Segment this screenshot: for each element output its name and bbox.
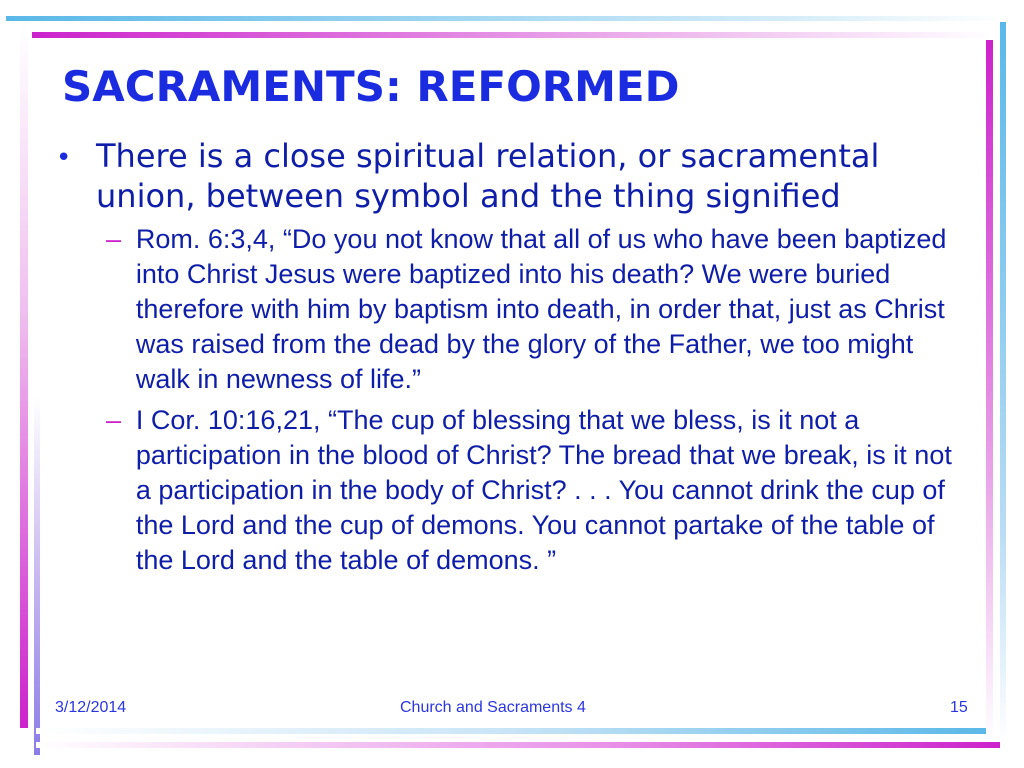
sub-bullet xyxy=(106,222,962,397)
footer-date: 3/12/2014 xyxy=(55,699,127,716)
slide-title: SACRAMENTS: REFORMED xyxy=(62,62,680,111)
main-bullet-text: There is a close spiritual relation, or sacramental union, between symbol and the thing signified xyxy=(96,137,880,215)
page-number: 15 xyxy=(950,699,968,716)
bottom-cyan-bar xyxy=(36,728,986,734)
slide-body xyxy=(52,136,962,578)
main-bullet xyxy=(52,136,962,216)
left-magenta-bar xyxy=(20,28,28,728)
dash-icon: – xyxy=(106,405,122,435)
top-cyan-bar xyxy=(6,16,1006,21)
sub-bullet-text: Rom. 6:3,4, “Do you not know that all of us who have been baptized into Christ Jesus were baptized into his death? We were buried therefore with him by baptism into death, in order that, just as Christ was raised from the dead by the glory of the Father, we too might walk in newness of life.” xyxy=(135,224,947,394)
right-cyan-bar xyxy=(1000,22,1006,744)
dash-icon: – xyxy=(106,224,122,254)
right-magenta-bar xyxy=(986,40,993,744)
sub-bullet xyxy=(106,403,962,578)
bottom-magenta-bar xyxy=(36,742,1000,748)
sub-bullet-text: I Cor. 10:16,21, “The cup of blessing that we bless, is it not a participation in the blood of Christ? The bread that we break, is it not a participation in the body of Christ? . . . You cannot drink the cup of the Lord and the cup of demons. You cannot partake of the table of the Lord and the table of demons. ” xyxy=(135,405,952,575)
top-magenta-bar xyxy=(32,32,992,38)
bullet-dot-icon: • xyxy=(56,143,72,173)
footer-title: Church and Sacraments 4 xyxy=(400,699,586,716)
left-cyan-bar xyxy=(34,40,40,755)
